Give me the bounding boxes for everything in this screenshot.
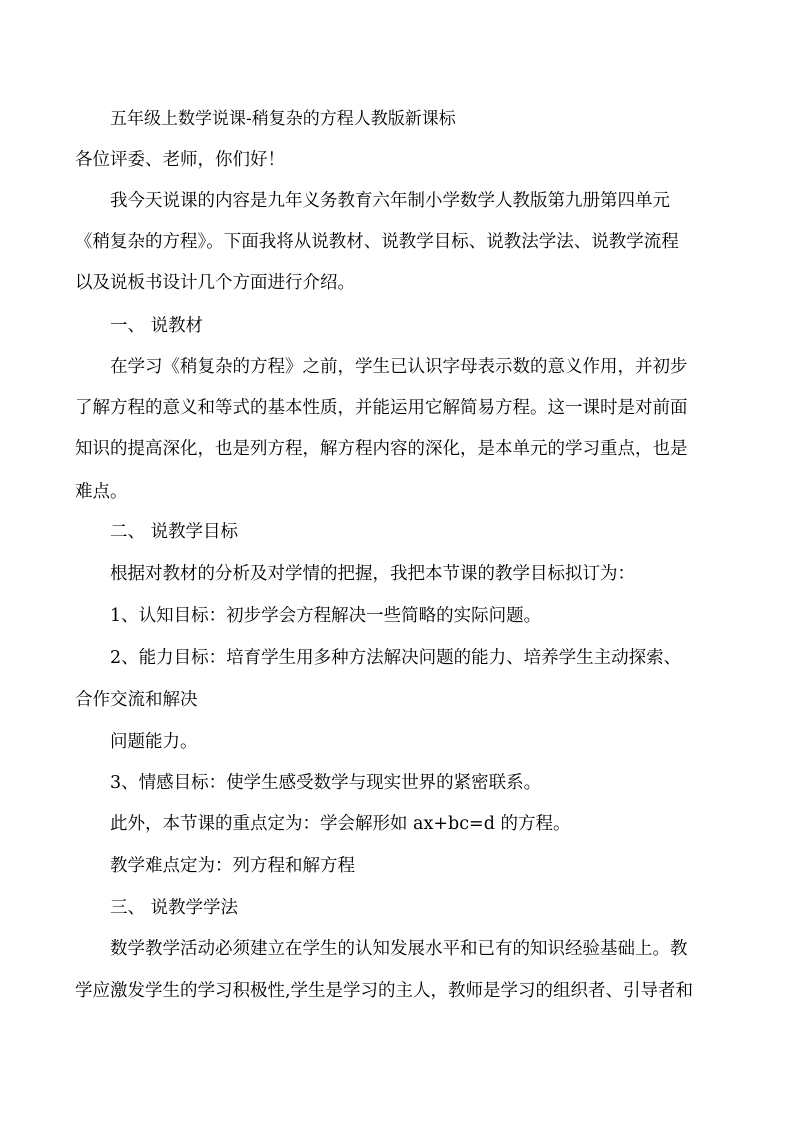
objective-item: 2、能力目标：培育学生用多种方法解决问题的能力、培养学生主动探索、	[110, 648, 682, 668]
paragraph-line: 数学教学活动必须建立在学生的认知发展水平和已有的知识经验基础上。教	[110, 939, 688, 959]
paragraph-line: 在学习《稍复杂的方程》之前，学生已认识字母表示数的意义作用，并初步	[110, 357, 688, 377]
greeting-line: 各位评委、老师，你们好！	[75, 150, 285, 170]
paragraph-line: 此外，本节课的重点定为：学会解形如 ax+bc=d 的方程。	[110, 814, 571, 834]
paragraph-line: 教学难点定为：列方程和解方程	[110, 856, 355, 876]
objective-continued: 问题能力。	[110, 732, 198, 752]
objective-continued: 合作交流和解决	[75, 690, 198, 710]
paragraph-line: 我今天说课的内容是九年义务教育六年制小学数学人教版第九册第四单元	[110, 191, 670, 211]
paragraph-line: 难点。	[75, 482, 128, 502]
paragraph-line: 知识的提高深化，也是列方程，解方程内容的深化，是本单元的学习重点，也是	[75, 439, 688, 459]
document-title: 五年级上数学说课-稍复杂的方程人教版新课标	[110, 109, 456, 129]
section-heading: 二、 说教学目标	[110, 522, 239, 542]
paragraph-line: 以及说板书设计几个方面进行介绍。	[75, 273, 355, 293]
paragraph-line: 了解方程的意义和等式的基本性质，并能运用它解简易方程。这一课时是对前面	[75, 398, 688, 418]
objective-item: 1、认知目标：初步学会方程解决一些简略的实际问题。	[110, 606, 542, 626]
objective-item: 3、情感目标：使学生感受数学与现实世界的紧密联系。	[110, 773, 542, 793]
paragraph-line: 根据对教材的分析及对学情的把握，我把本节课的教学目标拟订为：	[110, 564, 635, 584]
paragraph-line: 学应激发学生的学习积极性,学生是学习的主人，教师是学习的组织者、引导者和	[75, 981, 694, 1001]
section-heading: 三、 说教学学法	[110, 898, 239, 918]
section-heading: 一、 说教材	[110, 316, 204, 336]
paragraph-line: 《稍复杂的方程》。下面我将从说教材、说教学目标、说教法学法、说教学流程	[75, 232, 679, 252]
